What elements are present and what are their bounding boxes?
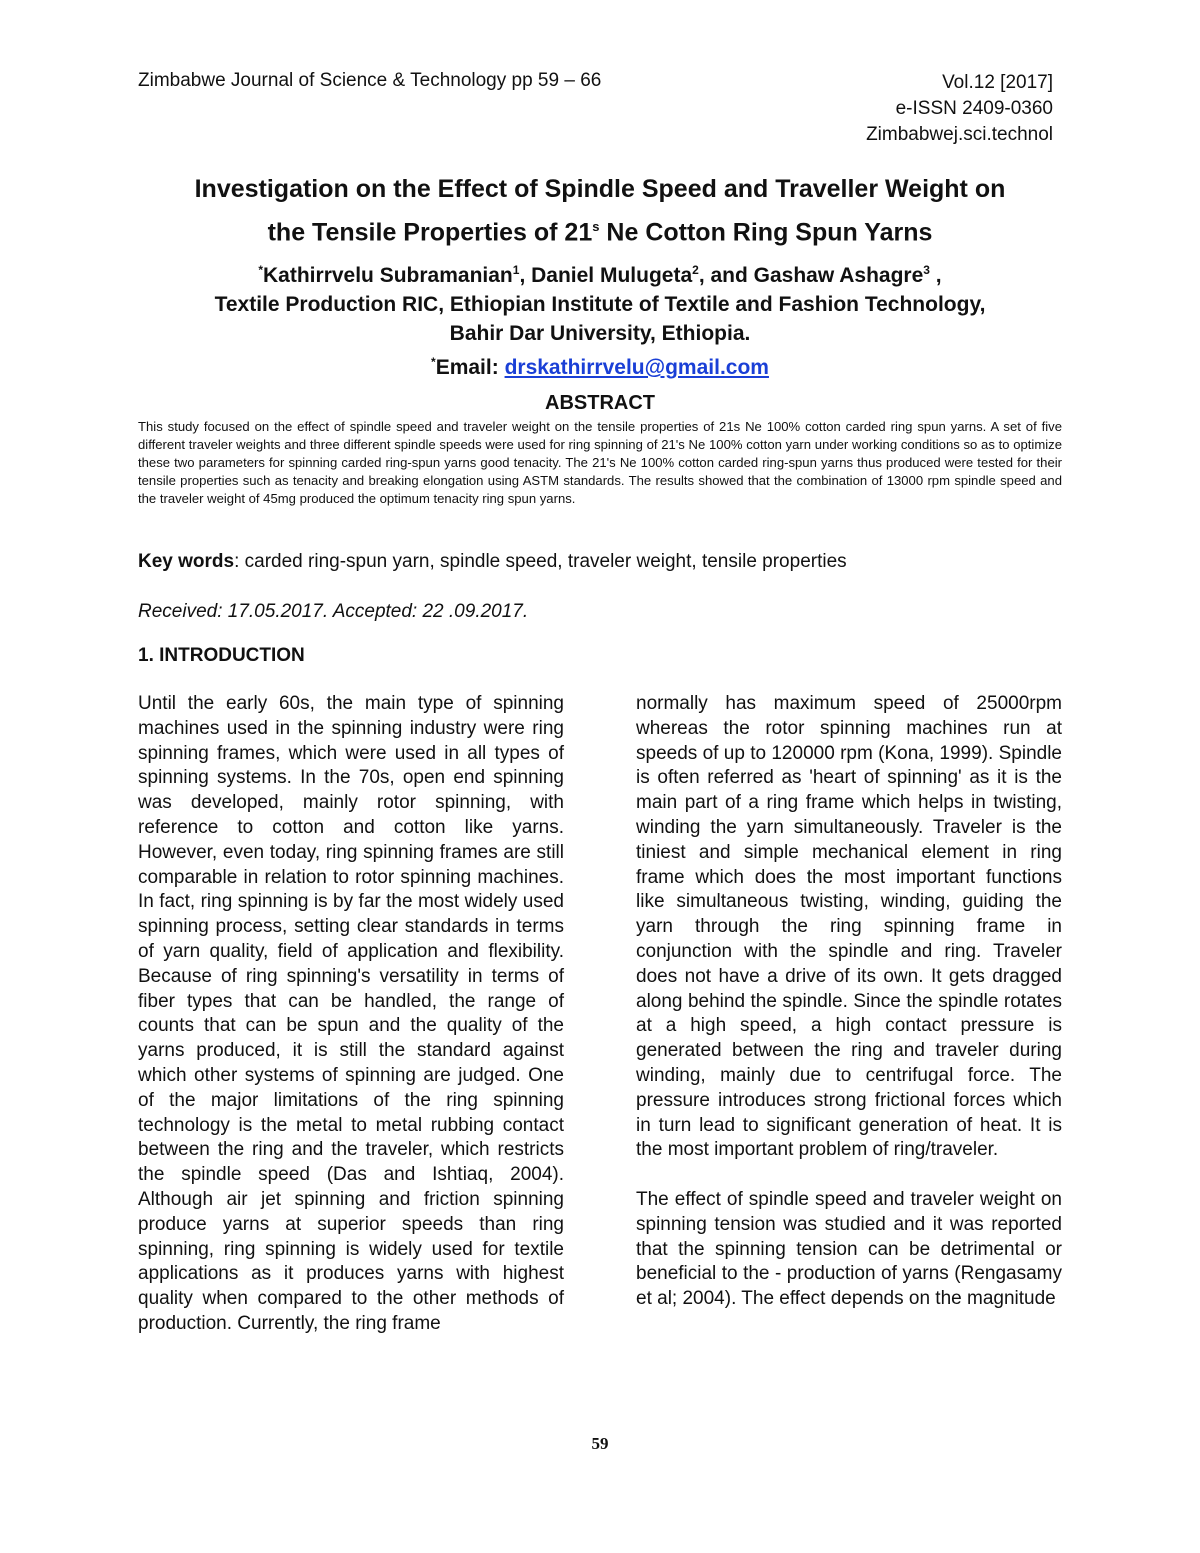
body-paragraph: normally has maximum speed of 25000rpm whereas the rotor spinning machines run at speeds of up to 120000 rpm (Kona, 1999). Spindle is often referred as 'heart of spinning' as it is the main part of a ring frame which helps in twisting, winding the yarn simultaneously. Traveler is the tiniest and simple mechanical element in ring frame which does the most important functions like simultaneous twisting, winding, guiding the yarn through the ring spinning frame in conjunction with the spindle and ring. Traveler does not have a drive of its own. It gets dragged along behind the spindle. Since the spindle rotates at a high speed, a high contact pressure is generated between the ring and traveler during winding, mainly due to centrifugal force. The pressure introduces strong frictional forces which in turn lead to significant generation of heat. It is the most important problem of ring/traveler. [636,693,1062,1161]
author-affil-2: 2 [692,263,699,277]
body-paragraph: The effect of spindle speed and traveler weight on spinning tension was studied and it was reported that the spinning tension can be detrimental or beneficial to the - production of yarns (Rengasamy et al; 2004). The effect depends on the magnitude [636,1188,1062,1310]
keywords-colon: : [234,551,240,572]
section-heading-introduction: 1. INTRODUCTION [138,645,305,666]
keywords-line [138,551,847,573]
email-star: * [431,355,436,369]
author-block [100,256,1100,382]
abstract-heading: ABSTRACT [545,392,655,414]
journal-short-name: Zimbabwej.sci.technol [866,124,1053,145]
title-line-1: Investigation on the Effect of Spindle Speed and Traveller Weight on [194,175,1006,203]
body-column-left [138,692,564,1337]
email-link[interactable]: drskathirrvelu@gmail.com [504,356,769,379]
title-line-2-start: the Tensile Properties of 21 [267,218,593,247]
email-label: Email: [435,356,505,379]
received-dates: Received: 17.05.2017. Accepted: 22 .09.2017. [138,601,529,622]
keywords-label: Key words [138,551,235,572]
journal-header: Zimbabwe Journal of Science & Technology pp 59 – 66 [138,70,602,91]
body-paragraph: Until the early 60s, the main type of spinning machines used in the spinning industry were ring spinning frames, which were used in all types of spinning systems. In the 70s, open end spinning was developed, mainly rotor spinning, with reference to cotton and cotton like yarns. However, even today, ring spinning frames are still comparable in relation to rotor spinning machines. In fact, ring spinning is by far the most widely used spinning process, setting clear standards in terms of yarn quality, field of application and flexibility. Because of ring spinning's versatility in terms of fiber types that can be handled, the range of counts that can be spun and the quality of the yarns produced, it is still the standard against which other systems of spinning are judged. One of the major limitations of the ring spinning technology is the metal to metal rubbing contact between the ring and the traveler, which restricts the spindle speed (Das and Ishtiaq, 2004). Although air jet spinning and friction spinning produce yarns at superior speeds than ring spinning, ring spinning is widely used for textile applications as it produces yarns with highest quality when compared to the other methods of production. Currently, the ring frame [138,693,564,1334]
title-superscript: s [592,219,600,234]
paper-title [100,170,1100,251]
title-line-2-end: Ne Cotton Ring Spun Yarns [599,218,933,247]
affiliation-line-1: Textile Production RIC, Ethiopian Institute of Textile and Fashion Technology, [214,293,986,316]
title-line-2 [100,208,1100,251]
page-number: 59 [591,1434,609,1453]
affiliation-line-2: Bahir Dar University, Ethiopia. [449,322,751,345]
volume-label: Vol.12 [2017] [942,72,1053,93]
author-trail: , [929,264,942,287]
abstract-text: This study focused on the effect of spindle speed and traveler weight on the tensile properties of 21s Ne 100% cotton carded ring spun yarns. A set of five different traveler weights and three different spindle speeds were used for ring spinning of 21's Ne 100% cotton yarn under working conditions so as to optimize these two parameters for spinning carded ring-spun yarns good tenacity. The 21's Ne 100% cotton carded ring-spun yarns thus produced were tested for their tensile properties such as tenacity and breaking elongation using ASTM standards. The results showed that the combination of 13000 rpm spindle speed and the traveler weight of 45mg produced the optimum tenacity ring spun yarns. [138,419,1062,506]
corresponding-star: * [258,263,264,277]
journal-meta [866,70,1053,148]
author-name-2: , Daniel Mulugeta [519,264,693,287]
author-name-1: Kathirrvelu Subramanian [263,264,513,287]
email-line [100,348,1100,382]
issn-label: e-ISSN 2409-0360 [895,98,1053,119]
author-affil-1: 1 [512,263,520,277]
author-affil-3: 3 [923,263,930,277]
author-list [100,256,1100,290]
body-column-right [636,692,1062,1312]
keywords-text: carded ring-spun yarn, spindle speed, traveler weight, tensile properties [239,551,847,572]
author-name-3: , and Gashaw Ashagre [698,264,924,287]
